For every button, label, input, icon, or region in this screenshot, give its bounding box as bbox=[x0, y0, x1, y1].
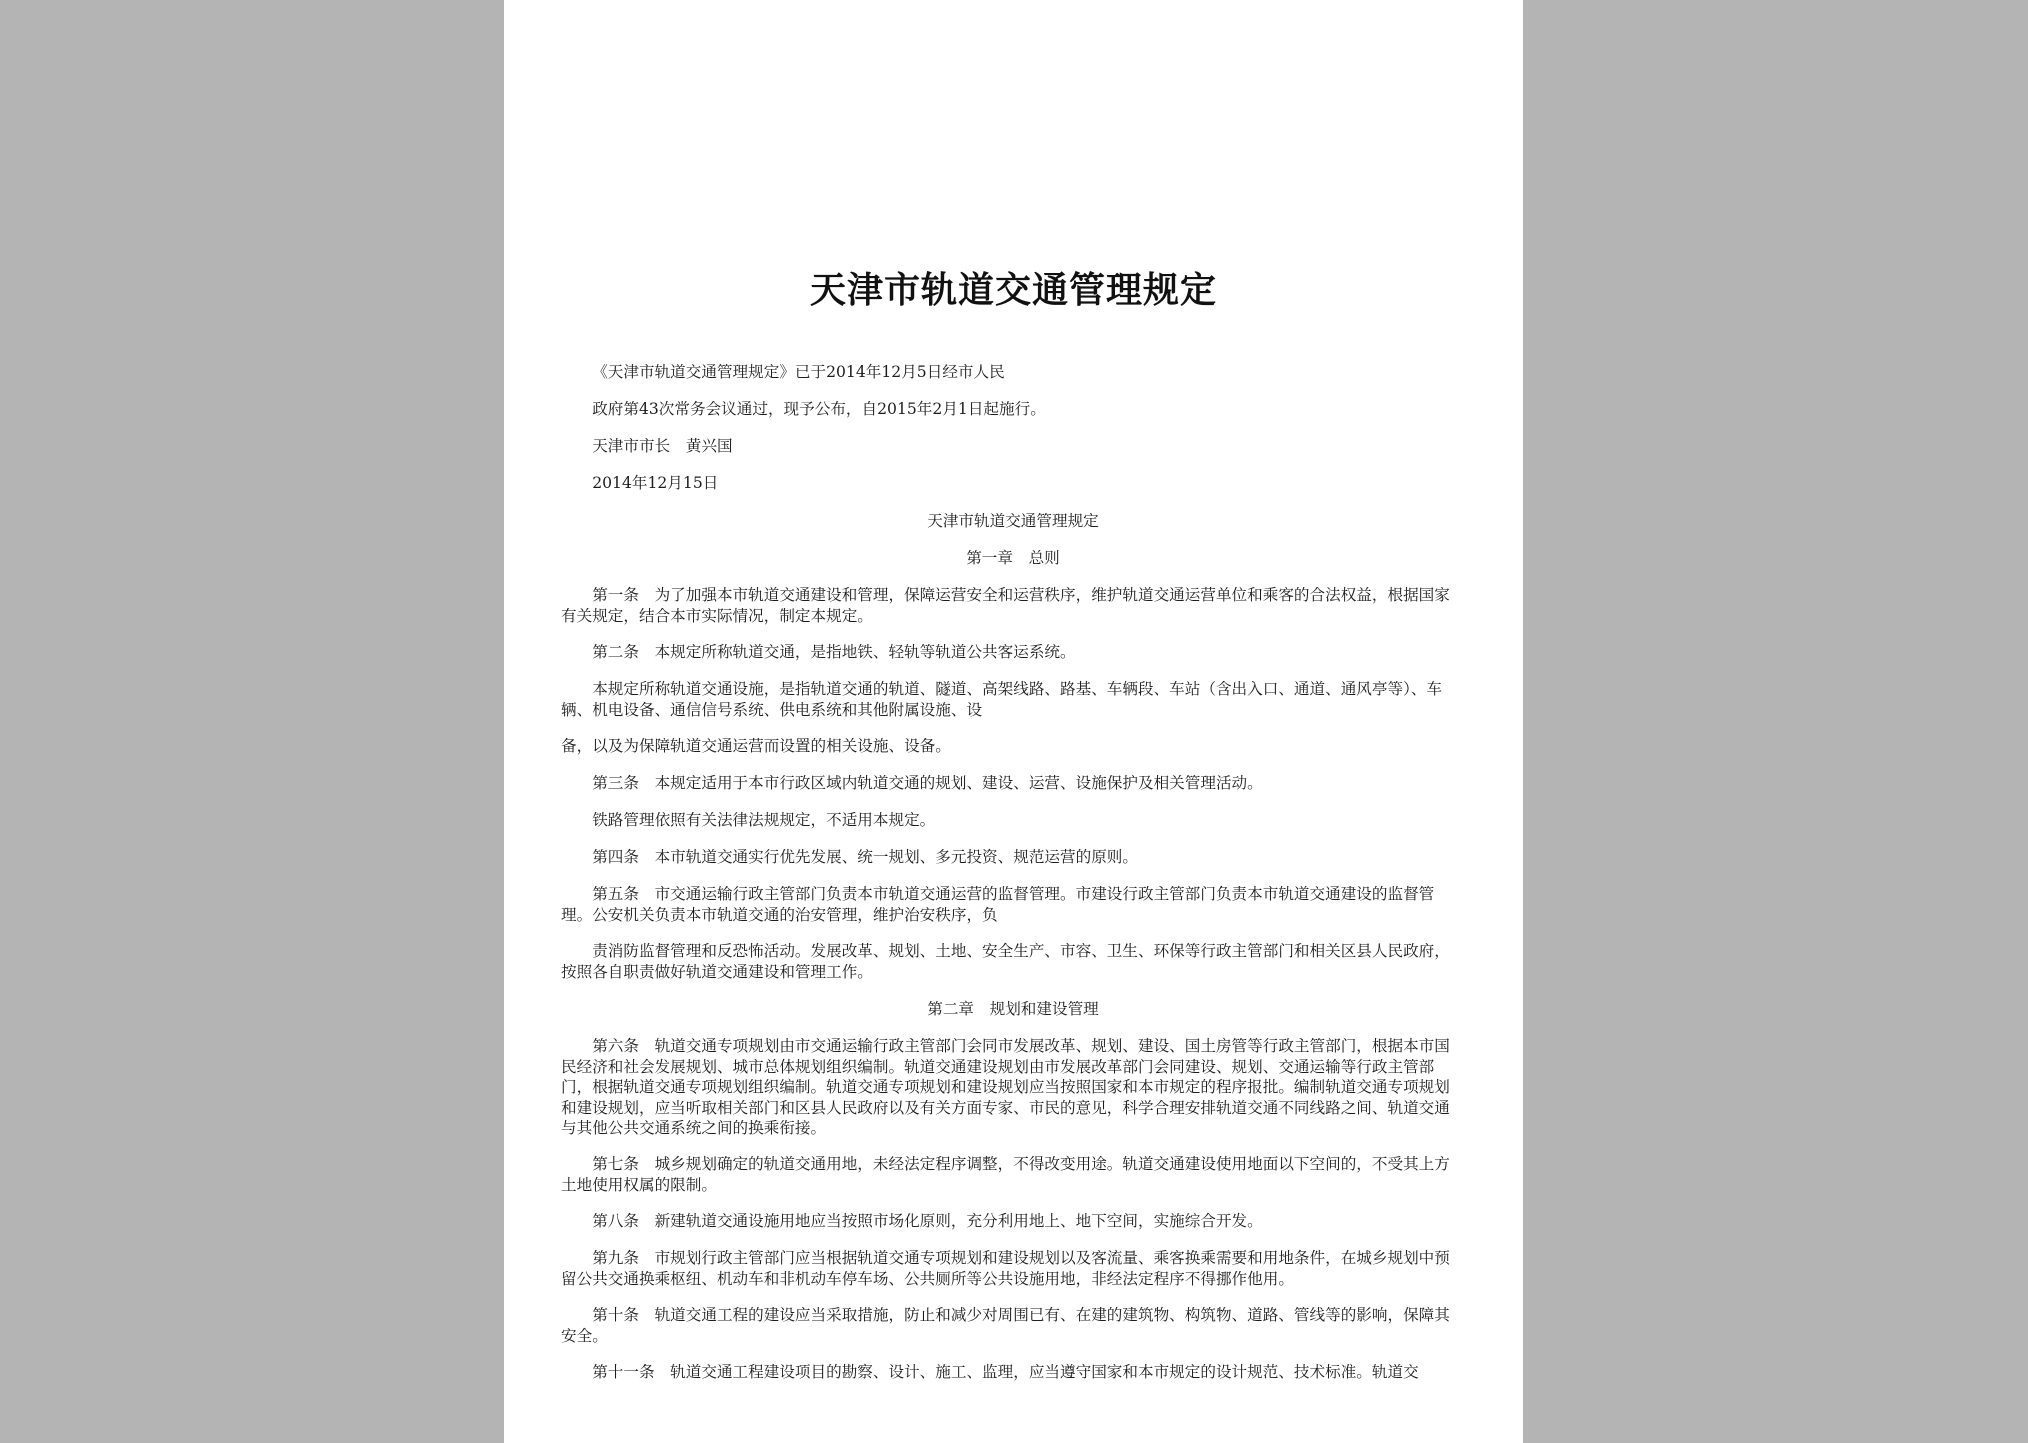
article-paragraph: 第六条 轨道交通专项规划由市交通运输行政主管部门会同市发展改革、规划、建设、国土房管等行政主管部门，根据本市国民经济和社会发展规划、城市总体规划组织编制。轨道交通建设规划由市发展改革部门会同建设、规划、交通运输等行政主管部门，根据轨道交通专项规划组织编制。轨道交通专项规划和建设规划应当按照国家和本市规定的程序报批。编制轨道交通专项规划和建设规划，应当听取相关部门和区县人民政府以及有关方面专家、市民的意见，科学合理安排轨道交通不同线路之间、轨道交通与其他公共交通系统之间的换乘衔接。 bbox=[561, 1037, 1450, 1137]
article-paragraph: 第二条 本规定所称轨道交通，是指地铁、轻轨等轨道公共客运系统。 bbox=[592, 643, 1076, 661]
article-paragraph: 责消防监督管理和反恐怖活动。发展改革、规划、土地、安全生产、市容、卫生、环保等行政主管部门和相关区县人民政府，按照各自职责做好轨道交通建设和管理工作。 bbox=[561, 942, 1450, 981]
chapter-heading: 第二章 规划和建设管理 bbox=[927, 1000, 1099, 1018]
document-page bbox=[504, 0, 1523, 1443]
preamble-date: 2014年12月15日 bbox=[592, 474, 719, 492]
preamble-line: 《天津市轨道交通管理规定》已于2014年12月5日经市人民 bbox=[592, 363, 1005, 381]
article-paragraph: 第五条 市交通运输行政主管部门负责本市轨道交通运营的监督管理。市建设行政主管部门负责本市轨道交通建设的监督管理。公安机关负责本市轨道交通的治安管理，维护治安秩序，负 bbox=[561, 885, 1435, 924]
article-paragraph: 第十条 轨道交通工程的建设应当采取措施，防止和减少对周围已有、在建的建筑物、构筑物、道路、管线等的影响，保障其安全。 bbox=[561, 1306, 1450, 1345]
article-paragraph: 第四条 本市轨道交通实行优先发展、统一规划、多元投资、规范运营的原则。 bbox=[592, 848, 1138, 866]
regulation-subtitle: 天津市轨道交通管理规定 bbox=[927, 512, 1099, 530]
document-title: 天津市轨道交通管理规定 bbox=[809, 269, 1217, 311]
chapter-heading: 第一章 总则 bbox=[966, 549, 1060, 567]
article-paragraph: 本规定所称轨道交通设施，是指轨道交通的轨道、隧道、高架线路、路基、车辆段、车站（含出入口、通道、通风亭等）、车辆、机电设备、通信信号系统、供电系统和其他附属设施、设 bbox=[561, 680, 1443, 719]
article-paragraph: 第七条 城乡规划确定的轨道交通用地，未经法定程序调整，不得改变用途。轨道交通建设使用地面以下空间的，不受其上方土地使用权属的限制。 bbox=[561, 1155, 1450, 1194]
article-paragraph: 第八条 新建轨道交通设施用地应当按照市场化原则，充分利用地上、地下空间，实施综合开发。 bbox=[592, 1212, 1263, 1230]
article-paragraph: 第三条 本规定适用于本市行政区域内轨道交通的规划、建设、运营、设施保护及相关管理活动。 bbox=[592, 774, 1263, 792]
preamble-line: 政府第43次常务会议通过，现予公布，自2015年2月1日起施行。 bbox=[592, 400, 1046, 418]
article-paragraph: 第九条 市规划行政主管部门应当根据轨道交通专项规划和建设规划以及客流量、乘客换乘需要和用地条件，在城乡规划中预留公共交通换乘枢纽、机动车和非机动车停车场、公共厕所等公共设施用地，非经法定程序不得挪作他用。 bbox=[561, 1249, 1450, 1288]
article-paragraph: 第一条 为了加强本市轨道交通建设和管理，保障运营安全和运营秩序，维护轨道交通运营单位和乘客的合法权益，根据国家有关规定，结合本市实际情况，制定本规定。 bbox=[561, 586, 1450, 625]
article-paragraph: 备，以及为保障轨道交通运营而设置的相关设施、设备。 bbox=[561, 737, 951, 755]
article-paragraph: 铁路管理依照有关法律法规规定，不适用本规定。 bbox=[592, 811, 936, 829]
preamble-signature: 天津市市长 黄兴国 bbox=[592, 437, 733, 455]
article-paragraph: 第十一条 轨道交通工程建设项目的勘察、设计、施工、监理，应当遵守国家和本市规定的设计规范、技术标准。轨道交 bbox=[592, 1363, 1419, 1381]
